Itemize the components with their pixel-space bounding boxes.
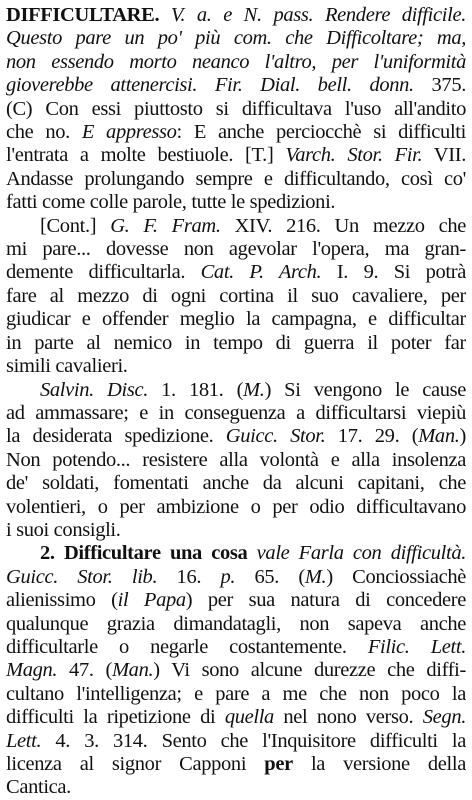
italic-text: G. F. Fram.: [110, 214, 221, 237]
text-span: VII.: [422, 144, 466, 167]
text-span: : E anche perciocchè si difficulti: [176, 121, 466, 144]
bold-text: 2. Difficultare una cosa: [40, 542, 248, 565]
text-span: alienissimo (: [6, 589, 118, 612]
text-line: [6, 285, 466, 308]
text-line: [6, 542, 466, 565]
text-span: 47. (: [57, 659, 112, 682]
text-line: [6, 168, 466, 191]
italic-text: Salvin. Disc.: [40, 378, 149, 401]
italic-text: p.: [220, 565, 236, 588]
text-line: [6, 472, 466, 495]
italic-text: Man.: [111, 659, 154, 682]
text-line: [6, 496, 466, 519]
bold-text: per: [264, 753, 293, 775]
italic-text: Man.: [418, 425, 460, 448]
text-span: cultano l'intelligenza; e pare a me che non poco la: [6, 682, 466, 705]
text-line: [6, 215, 466, 238]
text-span: 1. 181. (: [148, 378, 244, 401]
italic-text: M.: [243, 378, 265, 401]
italic-text: Questo pare un po' più com. che Difficoltare; ma,: [6, 27, 466, 50]
italic-text: Guicc. Stor.: [225, 425, 326, 448]
text-span: 16.: [157, 565, 221, 588]
text-line: [6, 98, 466, 121]
text-span: I. 9. Si potrà: [321, 261, 466, 284]
text-span: 17. 29. (: [325, 425, 419, 448]
text-line: [6, 683, 466, 706]
text-span: fatti come colle parole, tutte le spedizioni.: [6, 191, 336, 214]
italic-text: Segn.: [422, 706, 466, 729]
text-line: [6, 753, 466, 776]
text-line: [6, 566, 466, 589]
text-line: [6, 4, 466, 27]
text-line: [6, 379, 466, 402]
text-span: in parte al nemico in tempo di guerra il poter far: [6, 331, 466, 354]
italic-text: non essendo morto neanco l'altro, per l'uniformità: [6, 50, 466, 73]
text-line: [6, 238, 466, 261]
bold-text: DIFFICULTARE.: [6, 4, 160, 26]
italic-text: M.: [304, 565, 327, 588]
text-span: ) Conciossiachè: [326, 565, 466, 588]
text-line: [6, 144, 466, 167]
text-span: qualunque grazia dimandatagli, non sapeva anche: [6, 612, 466, 635]
text-span: (C) Con essi piuttosto si difficultava l'uso all'andito: [6, 97, 466, 120]
text-span: che no.: [6, 121, 82, 144]
italic-text: Lett.: [6, 729, 42, 752]
text-span: simili cavalieri.: [6, 355, 128, 378]
text-line: [6, 706, 466, 729]
italic-text: Cat. P. Arch.: [200, 261, 322, 284]
text-line: [6, 519, 466, 542]
text-line: [6, 121, 466, 144]
text-span: XIV. 216. Un mezzo che: [220, 214, 466, 237]
text-line: [6, 308, 466, 331]
text-span: volentieri, o per ambizione o per odio difficultavano: [6, 495, 466, 518]
text-span: ) per sua natura di concedere: [185, 589, 466, 612]
text-span: nel nono verso.: [273, 706, 423, 729]
italic-text: gioverebbe attenercisi. Fir. Dial. bell. donn.: [6, 74, 414, 97]
text-line: [6, 636, 466, 659]
text-span: ) Si vengono le cause: [264, 378, 466, 401]
text-span: Non potendo... resistere alla volontà e alla insolenza: [6, 448, 466, 471]
italic-text: Filic. Lett.: [367, 635, 466, 658]
text-line: [6, 332, 466, 355]
text-line: [6, 425, 466, 448]
text-line: [6, 449, 466, 472]
italic-text: vale Farla con difficultà.: [247, 542, 466, 565]
text-line: [6, 51, 466, 74]
text-span: difficultarle o negarle costantemente.: [6, 635, 368, 658]
text-span: mi pare... dovesse non agevolar l'opera, ma gran-: [6, 238, 466, 261]
text-span: [Cont.]: [40, 214, 111, 237]
text-line: [6, 589, 466, 612]
italic-text: E appresso: [81, 121, 177, 144]
text-line: [6, 355, 466, 378]
text-line: [6, 730, 466, 753]
text-span: [159, 4, 171, 26]
text-span: 4. 3. 314. Sento che l'Inquisitore difficulti la: [41, 729, 466, 752]
text-span: giudicar e offender meglio la campagna, e difficultar: [6, 308, 466, 331]
text-line: [6, 261, 466, 284]
italic-text: Varch. Stor. Fir.: [285, 144, 423, 167]
text-span: fare al mezzo di ogni cortina il suo cavaliere, per: [6, 284, 466, 307]
text-span: 375.: [413, 74, 466, 97]
text-line: [6, 74, 466, 97]
text-span: ad ammassare; e in conseguenza a difficultarsi viepiù: [6, 401, 466, 424]
text-span: ): [459, 425, 466, 448]
text-line: [6, 659, 466, 682]
text-span: la desiderata spedizione.: [6, 425, 226, 448]
text-span: licenza al signor Capponi: [6, 753, 265, 775]
italic-text: Guicc. Stor. lib.: [6, 565, 158, 588]
text-span: ) Vi sono alcune durezze che diffi-: [153, 659, 466, 682]
text-line: [6, 402, 466, 425]
italic-text: Magn.: [6, 659, 58, 682]
text-span: 65. (: [235, 565, 305, 588]
italic-text: quella: [224, 706, 274, 729]
italic-text: V. a. e N. pass. Rendere difficile.: [170, 4, 466, 26]
text-span: Andasse prolungando sempre e difficultando, così co': [6, 167, 466, 190]
text-span: de' soldati, fomentati anche da alcuni capitani, che: [6, 472, 466, 495]
text-line: [6, 191, 466, 214]
text-span: demente difficultarla.: [6, 261, 201, 284]
text-span: la versione della: [292, 753, 466, 775]
text-line: [6, 613, 466, 636]
text-span: Cantica.: [6, 776, 71, 799]
text-line: [6, 776, 466, 799]
text-span: l'entrata a molte bestiuole. [T.]: [6, 144, 286, 167]
text-line: [6, 27, 466, 50]
text-span: difficulti la ripetizione di: [6, 706, 225, 729]
italic-text: il Papa: [117, 589, 186, 612]
text-span: i suoi consigli.: [6, 518, 121, 541]
